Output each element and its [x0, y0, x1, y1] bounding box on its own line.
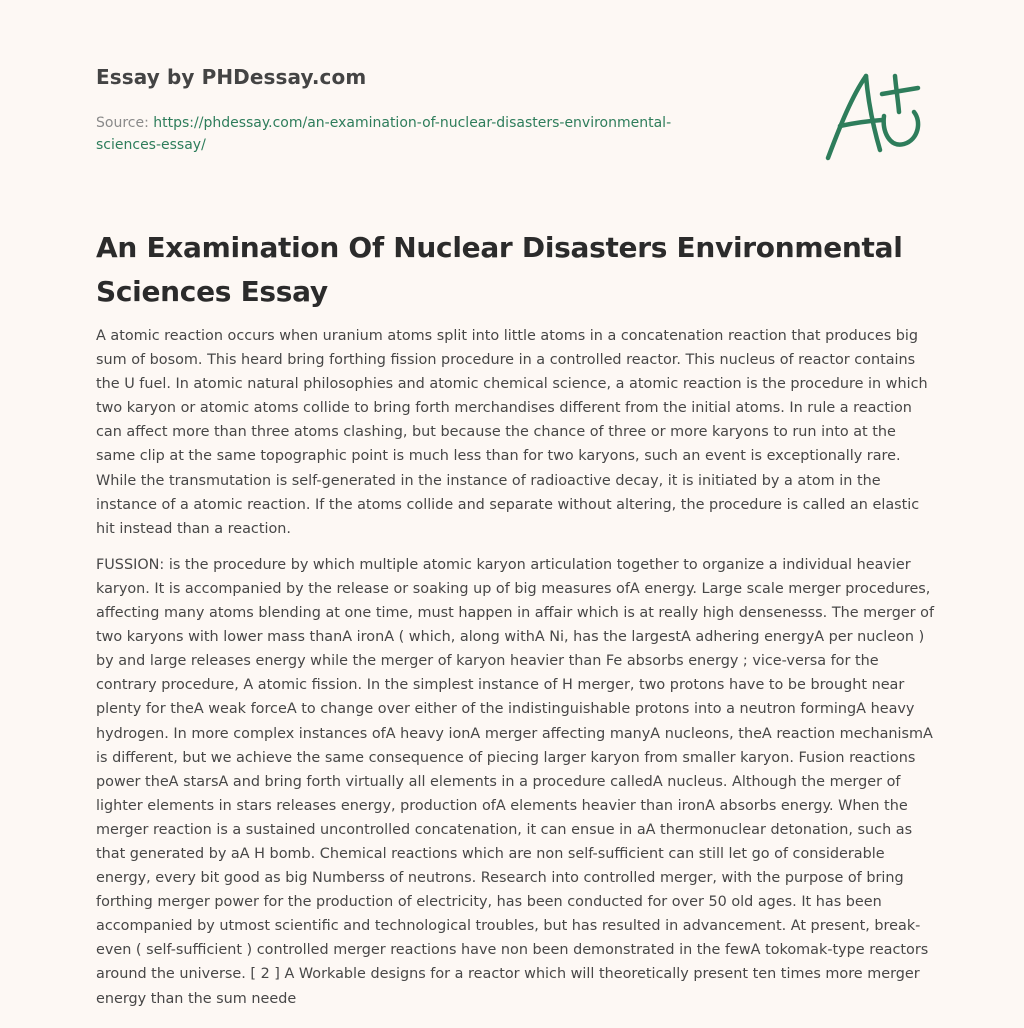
essay-body [96, 324, 938, 1023]
site-title: Essay by PHDessay.com [96, 65, 367, 89]
source-label: Source: [96, 115, 149, 131]
essay-title: An Examination Of Nuclear Disasters Environmental Sciences Essay [96, 231, 903, 308]
essay-paragraph-2: FUSSION: is the procedure by which multiple atomic karyon articulation together to organize a individual heavier karyon. It is accompanied by the release or soaking up of big measures ofA energy. Large scale merger procedures, affecting many atoms blending at one time, must happen in affair which is at really high densenesss. The merger of two karyons with lower mass thanA ironA ( which, along withA Ni, has the largestA adhering energyA per nucleon ) by and large releases energy while the merger of karyon heavier than Fe absorbs energy ; vice-versa for the contrary procedure, A atomic fission. In the simplest instance of H merger, two protons have to be brought near plenty for theA weak forceA to change over either of the indistinguishable protons into a neutron formingA heavy hydrogen. In more complex instances ofA heavy ionA merger affecting manyA nucleons, theA reaction mechanismA is different, but we achieve the same consequence of piecing larger karyon from smaller karyon. Fusion reactions power theA starsA and bring forth virtually all elements in a procedure calledA nucleus. Although the merger of lighter elements in stars releases energy, production ofA elements heavier than ironA absorbs energy. When the merger reaction is a sustained uncontrolled concatenation, it can ensue in aA thermonuclear detonation, such as that generated by aA H bomb. Chemical reactions which are non self-sufficient can still let go of considerable energy, every bit good as big Numberss of neutrons. Research into controlled merger, with the purpose of bring forthing merger power for the production of electricity, has been conducted for over 50 old ages. It has been accompanied by utmost scientific and technological troubles, but has resulted in advancement. At present, break-even ( self-sufficient ) controlled merger reactions have non been demonstrated in the fewA tokomak-type reactors around the universe. [ 2 ] A Workable designs for a reactor which will theoretically present ten times more merger energy than the sum neede [96, 556, 935, 1007]
source-line [96, 112, 736, 156]
source-link[interactable] [96, 115, 671, 153]
a-plus-grade-icon [818, 66, 928, 166]
source-link-line1: https://phdessay.com/an-examination-of-nuclear-disasters-environmental- [153, 115, 672, 131]
source-link-line2: sciences-essay/ [96, 137, 206, 153]
essay-paragraph-1: A atomic reaction occurs when uranium atoms split into little atoms in a concatenation reaction that produces big sum of bosom. This heard bring forthing fission procedure in a controlled reactor. This nucleus of reactor contains the U fuel. In atomic natural philosophies and atomic chemical science, a atomic reaction is the procedure in which two karyon or atomic atoms collide to bring forth merchandises different from the initial atoms. In rule a reaction can affect more than three atoms clashing, but because the chance of three or more karyons to run into at the same clip at the same topographic point is much less than for two karyons, such an event is exceptionally rare. While the transmutation is self-generated in the instance of radioactive decay, it is initiated by a atom in the instance of a atomic reaction. If the atoms collide and separate without altering, the procedure is called an elastic hit instead than a reaction. [96, 328, 928, 537]
